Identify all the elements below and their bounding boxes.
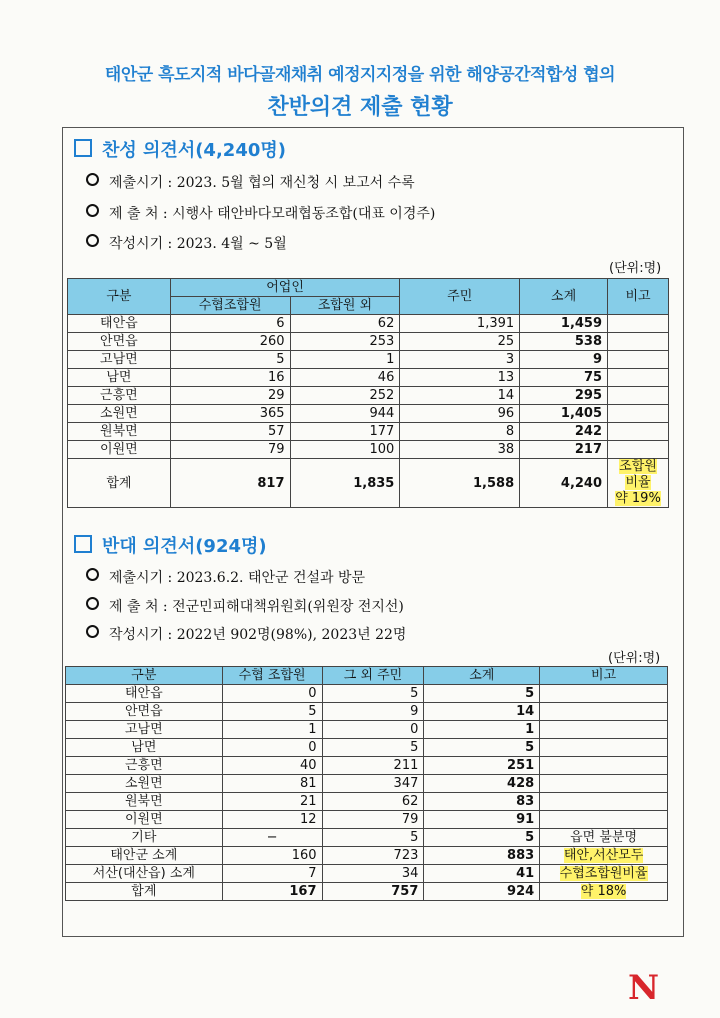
header-fishery: 어업인 xyxy=(170,279,400,297)
support-info-3: 작성시기 : 2023. 4월 ~ 5월 xyxy=(86,233,287,253)
oppose-unit-label: (단위:명) xyxy=(608,651,661,666)
table-row: 원북면 21 62 83 xyxy=(66,793,668,811)
table-row: 남면 16 46 13 75 xyxy=(68,369,669,387)
table-row: 소원면 365 944 96 1,405 xyxy=(68,405,669,423)
oppose-info-3: 작성시기 : 2022년 902명(98%), 2023년 22명 xyxy=(86,624,406,644)
table-row: 태안읍 6 62 1,391 1,459 xyxy=(68,315,669,333)
circle-bullet-icon xyxy=(86,625,99,638)
circle-bullet-icon xyxy=(86,173,99,186)
support-info-1: 제출시기 : 2023. 5월 협의 재신청 시 보고서 수록 xyxy=(86,172,415,192)
support-section-heading xyxy=(74,136,286,162)
table-row: 기타 − 5 5 읍면 불분명 xyxy=(66,829,668,847)
support-unit-label: (단위:명) xyxy=(609,261,662,276)
table-row: 안면읍 260 253 25 538 xyxy=(68,333,669,351)
table-row: 근흥면 40 211 251 xyxy=(66,757,668,775)
support-ratio-note: 조합원비율 약 19% xyxy=(608,459,669,508)
header-member: 수협 조합원 xyxy=(222,667,322,685)
header-other: 그 외 주민 xyxy=(322,667,424,685)
table-row: 남면 0 5 5 xyxy=(66,739,668,757)
table-row: 원북면 57 177 8 242 xyxy=(68,423,669,441)
support-heading-text: 찬성 의견서(4,240명) xyxy=(102,140,286,161)
oppose-info-1: 제출시기 : 2023.6.2. 태안군 건설과 방문 xyxy=(86,567,365,587)
oppose-info-2: 제 출 처 : 전군민피해대책위원회(위원장 전지선) xyxy=(86,596,404,616)
oppose-section-heading xyxy=(74,532,267,558)
header-note: 비고 xyxy=(540,667,668,685)
oppose-table xyxy=(65,666,668,901)
header-subtotal: 소계 xyxy=(520,279,608,315)
table-row: 고남면 5 1 3 9 xyxy=(68,351,669,369)
table-row: 이원면 12 79 91 xyxy=(66,811,668,829)
header-member: 수협조합원 xyxy=(170,297,290,315)
circle-bullet-icon xyxy=(86,234,99,247)
circle-bullet-icon xyxy=(86,568,99,581)
circle-bullet-icon xyxy=(86,597,99,610)
table-subtotal-row: 태안군 소계 160 723 883 태안,서산모두 xyxy=(66,847,668,865)
table-row: 고남면 1 0 1 xyxy=(66,721,668,739)
header-nonmember: 조합원 외 xyxy=(290,297,400,315)
table-total-row: 합계 817 1,835 1,588 4,240 조합원비율 약 19% xyxy=(68,459,669,508)
table-row: 소원면 81 347 428 xyxy=(66,775,668,793)
header-note: 비고 xyxy=(608,279,669,315)
table-subtotal-row: 서산(대산읍) 소계 7 34 41 수협조합원비율 xyxy=(66,865,668,883)
table-total-row: 합계 167 757 924 약 18% xyxy=(66,883,668,901)
checkbox-square-icon xyxy=(74,139,92,157)
table-row: 태안읍 0 5 5 xyxy=(66,685,668,703)
oppose-heading-text: 반대 의견서(924명) xyxy=(102,536,267,557)
header-category: 구분 xyxy=(68,279,171,315)
table-row: 이원면 79 100 38 217 xyxy=(68,441,669,459)
support-table xyxy=(67,278,669,508)
table-row: 근흥면 29 252 14 295 xyxy=(68,387,669,405)
document-title-line2: 찬반의견 제출 현황 xyxy=(267,95,453,120)
table-row: 안면읍 5 9 14 xyxy=(66,703,668,721)
circle-bullet-icon xyxy=(86,204,99,217)
header-category: 구분 xyxy=(66,667,223,685)
header-subtotal: 소계 xyxy=(424,667,540,685)
checkbox-square-icon xyxy=(74,535,92,553)
support-info-2: 제 출 처 : 시행사 태안바다모래협동조합(대표 이경주) xyxy=(86,203,435,223)
header-resident: 주민 xyxy=(400,279,520,315)
document-title-line1: 태안군 흑도지적 바다골재채취 예정지지정을 위한 해양공간적합성 협의 xyxy=(104,65,616,85)
corner-n-mark: N xyxy=(628,968,660,1008)
